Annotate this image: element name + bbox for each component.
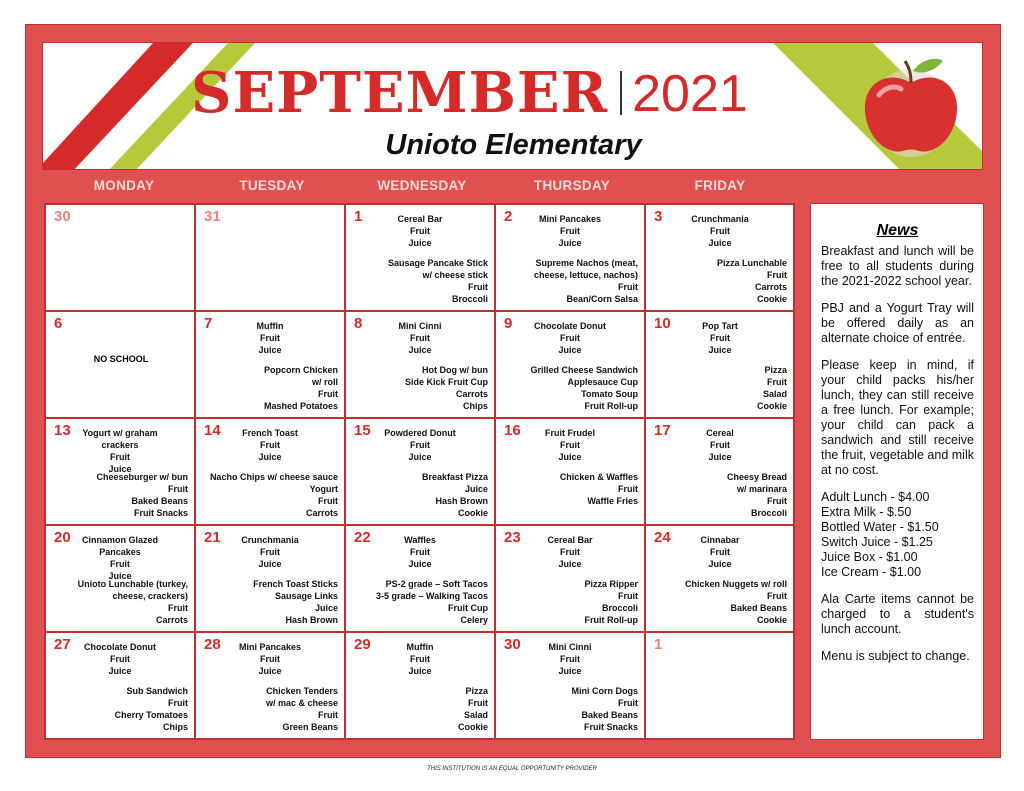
breakfast-item: Fruit Frudel <box>545 428 595 438</box>
breakfast-item: Fruit <box>410 654 430 664</box>
lunch-item: Fruit <box>318 496 338 506</box>
lunch-menu <box>650 257 787 305</box>
lunch-menu <box>50 471 188 519</box>
breakfast-menu <box>664 427 776 463</box>
breakfast-item: Juice <box>558 238 582 248</box>
breakfast-menu <box>64 427 176 475</box>
price-item: Adult Lunch - $4.00 <box>821 490 930 504</box>
day-cell <box>645 525 794 632</box>
breakfast-item: Fruit <box>260 547 280 557</box>
breakfast-item: Fruit <box>110 452 130 462</box>
lunch-item: Cookie <box>756 401 787 411</box>
breakfast-item: Fruit <box>710 333 730 343</box>
news-panel <box>810 203 984 740</box>
price-item: Switch Juice - $1.25 <box>821 535 933 549</box>
title <box>191 60 831 126</box>
day-number: 1 <box>654 636 663 653</box>
lunch-menu <box>200 578 338 626</box>
breakfast-item: Juice <box>558 345 582 355</box>
day-number: 7 <box>204 315 213 332</box>
lunch-item: Pizza Ripper <box>584 579 638 589</box>
day-cell <box>45 632 195 739</box>
lunch-item: w/ marinara <box>736 484 787 494</box>
breakfast-item: Crunchmania <box>241 535 299 545</box>
breakfast-menu <box>664 213 776 249</box>
breakfast-item: French Toast <box>242 428 298 438</box>
lunch-menu <box>350 257 488 305</box>
lunch-item: Carrots <box>155 615 188 625</box>
breakfast-item: Mini Cinni <box>548 642 592 652</box>
lunch-item: Fruit <box>767 377 787 387</box>
breakfast-item: Muffin <box>256 321 284 331</box>
day-number: 8 <box>354 315 363 332</box>
day-number: 10 <box>654 315 671 332</box>
day-cell <box>345 632 495 739</box>
lunch-item: Fruit <box>168 484 188 494</box>
lunch-menu <box>200 471 338 519</box>
lunch-item: Hot Dog w/ bun <box>422 365 488 375</box>
day-number: 6 <box>54 315 63 332</box>
day-number: 20 <box>54 529 71 546</box>
title-divider <box>620 71 622 115</box>
lunch-item: Pizza Lunchable <box>716 258 787 268</box>
weekday-friday: FRIDAY <box>694 178 746 193</box>
price-item: Ice Cream - $1.00 <box>821 565 922 579</box>
breakfast-menu <box>664 534 776 570</box>
breakfast-menu <box>514 427 626 463</box>
lunch-item: Baked Beans <box>730 603 787 613</box>
day-number: 2 <box>504 208 513 225</box>
lunch-item: Bean/Corn Salsa <box>566 294 638 304</box>
breakfast-menu <box>514 534 626 570</box>
breakfast-menu <box>514 320 626 356</box>
breakfast-item: Yogurt w/ graham crackers <box>82 428 158 450</box>
breakfast-item: Fruit <box>560 440 580 450</box>
lunch-item: Fruit <box>168 603 188 613</box>
breakfast-item: Juice <box>408 238 432 248</box>
day-number: 17 <box>654 422 671 439</box>
day-number: 14 <box>204 422 221 439</box>
breakfast-menu <box>364 320 476 356</box>
news-paragraph: Menu is subject to change. <box>821 649 970 663</box>
lunch-item: Baked Beans <box>581 710 638 720</box>
breakfast-item: Juice <box>108 464 132 474</box>
lunch-item: Breakfast Pizza <box>421 472 488 482</box>
lunch-item: Broccoli <box>451 294 488 304</box>
day-number: 23 <box>504 529 521 546</box>
day-number: 30 <box>504 636 521 653</box>
lunch-item: Fruit <box>618 698 638 708</box>
day-cell <box>645 204 794 311</box>
breakfast-menu <box>214 534 326 570</box>
lunch-item: Fruit <box>468 698 488 708</box>
lunch-menu <box>500 685 638 733</box>
lunch-item: cheese, crackers) <box>112 591 188 601</box>
lunch-item: Nacho Chips w/ cheese sauce <box>209 472 338 482</box>
breakfast-item: Juice <box>408 666 432 676</box>
day-cell <box>195 632 345 739</box>
lunch-item: Broccoli <box>601 603 638 613</box>
lunch-item: Cookie <box>756 294 787 304</box>
breakfast-item: Fruit <box>410 333 430 343</box>
breakfast-item: Fruit <box>260 440 280 450</box>
day-number: 28 <box>204 636 221 653</box>
breakfast-menu <box>64 534 176 582</box>
price-item: Extra Milk - $.50 <box>821 505 912 519</box>
breakfast-menu <box>214 320 326 356</box>
breakfast-item: Mini Cinni <box>398 321 442 331</box>
breakfast-item: Fruit <box>260 654 280 664</box>
lunch-item: Popcorn Chicken <box>263 365 338 375</box>
breakfast-item: Fruit <box>110 559 130 569</box>
breakfast-item: Juice <box>258 666 282 676</box>
day-cell <box>195 204 345 311</box>
weekday-header-row <box>45 178 795 198</box>
lunch-item: Sausage Pancake Stick <box>387 258 488 268</box>
lunch-item: 3-5 grade – Walking Tacos <box>375 591 488 601</box>
lunch-item: Chicken Tenders <box>266 686 338 696</box>
breakfast-item: Juice <box>408 345 432 355</box>
lunch-item: Chicken & Waffles <box>559 472 638 482</box>
lunch-item: Cheesy Bread <box>726 472 787 482</box>
breakfast-item: Fruit <box>260 333 280 343</box>
lunch-item: Chips <box>162 722 188 732</box>
breakfast-menu <box>514 213 626 249</box>
lunch-item: Fruit <box>767 496 787 506</box>
day-cell <box>495 418 645 525</box>
day-number: 13 <box>54 422 71 439</box>
lunch-menu <box>500 364 638 412</box>
lunch-item: Sausage Links <box>274 591 338 601</box>
lunch-item: w/ roll <box>311 377 338 387</box>
day-cell <box>345 418 495 525</box>
price-list <box>821 490 974 580</box>
lunch-item: Juice <box>464 484 488 494</box>
breakfast-item: Waffles <box>404 535 436 545</box>
day-cell <box>195 311 345 418</box>
lunch-item: Fruit <box>618 282 638 292</box>
day-number: 22 <box>354 529 371 546</box>
lunch-item: Fruit <box>618 484 638 494</box>
weekday-wednesday: WEDNESDAY <box>377 178 467 193</box>
lunch-item: Fruit Cup <box>448 603 488 613</box>
breakfast-item: Juice <box>408 452 432 462</box>
news-title: News <box>876 222 919 239</box>
breakfast-item: Cereal Bar <box>547 535 593 545</box>
day-cell <box>495 632 645 739</box>
lunch-item: cheese, lettuce, nachos) <box>533 270 638 280</box>
day-cell <box>195 418 345 525</box>
lunch-item: Cheeseburger w/ bun <box>96 472 188 482</box>
breakfast-item: Juice <box>708 238 732 248</box>
lunch-item: Yogurt <box>309 484 338 494</box>
lunch-menu <box>350 578 488 626</box>
lunch-menu <box>500 257 638 305</box>
footer-note: THIS INSTITUTION IS AN EQUAL OPPORTUNITY PROVIDER <box>427 766 597 772</box>
breakfast-item: Mini Pancakes <box>238 642 302 652</box>
lunch-item: Cherry Tomatoes <box>114 710 188 720</box>
lunch-item: Fruit Snacks <box>133 508 188 518</box>
breakfast-item: Pop Tart <box>702 321 738 331</box>
lunch-menu <box>650 364 787 412</box>
day-number: 21 <box>204 529 221 546</box>
breakfast-item: Fruit <box>710 440 730 450</box>
lunch-menu <box>350 685 488 733</box>
day-number: 24 <box>654 529 671 546</box>
day-cell <box>195 525 345 632</box>
day-cell <box>45 311 195 418</box>
lunch-item: French Toast Sticks <box>253 579 338 589</box>
lunch-item: Baked Beans <box>131 496 188 506</box>
lunch-menu <box>500 578 638 626</box>
lunch-item: Applesauce Cup <box>567 377 638 387</box>
lunch-menu <box>350 471 488 519</box>
lunch-menu <box>650 578 787 626</box>
lunch-item: Chicken Nuggets w/ roll <box>684 579 787 589</box>
breakfast-item: Fruit <box>560 333 580 343</box>
month-title: SEPTEMBER <box>191 60 609 126</box>
breakfast-item: Fruit <box>560 547 580 557</box>
breakfast-item: Juice <box>558 452 582 462</box>
day-number: 3 <box>654 208 663 225</box>
lunch-item: PS-2 grade – Soft Tacos <box>385 579 488 589</box>
news-paragraph: PBJ and a Yogurt Tray will be offered daily as an alternate choice of entrée. <box>821 301 974 345</box>
breakfast-item: Fruit <box>710 547 730 557</box>
lunch-item: Pizza <box>764 365 787 375</box>
lunch-item: Cookie <box>457 722 488 732</box>
calendar-header <box>42 42 983 170</box>
breakfast-item: Fruit <box>410 226 430 236</box>
breakfast-menu <box>664 320 776 356</box>
lunch-menu <box>50 685 188 733</box>
breakfast-item: Mini Pancakes <box>538 214 602 224</box>
breakfast-item: Chocolate Donut <box>84 642 156 652</box>
lunch-item: Side Kick Fruit Cup <box>404 377 488 387</box>
day-cell <box>45 525 195 632</box>
breakfast-item: Fruit <box>560 654 580 664</box>
lunch-item: Sub Sandwich <box>126 686 188 696</box>
day-number: 9 <box>504 315 513 332</box>
lunch-item: Cookie <box>457 508 488 518</box>
lunch-item: Fruit Roll-up <box>584 615 638 625</box>
lunch-item: Mashed Potatoes <box>263 401 338 411</box>
news-paragraph: Breakfast and lunch will be free to all students during the 2021-2022 school year. <box>821 244 974 288</box>
lunch-item: Hash Brown <box>285 615 338 625</box>
lunch-item: Carrots <box>305 508 338 518</box>
breakfast-menu <box>214 641 326 677</box>
day-cell <box>645 418 794 525</box>
breakfast-item: Fruit <box>110 654 130 664</box>
lunch-item: Salad <box>762 389 787 399</box>
lunch-menu <box>50 578 188 626</box>
lunch-menu <box>350 364 488 412</box>
breakfast-item: Juice <box>558 666 582 676</box>
lunch-item: Fruit <box>318 710 338 720</box>
breakfast-item: Juice <box>708 452 732 462</box>
breakfast-item: Cereal Bar <box>397 214 443 224</box>
breakfast-item: Crunchmania <box>691 214 749 224</box>
lunch-item: Carrots <box>754 282 787 292</box>
breakfast-menu <box>364 213 476 249</box>
lunch-item: w/ cheese stick <box>422 270 488 280</box>
breakfast-item: Juice <box>258 345 282 355</box>
breakfast-item: Juice <box>108 666 132 676</box>
year-title: 2021 <box>632 65 748 123</box>
lunch-menu <box>200 685 338 733</box>
lunch-item: Grilled Cheese Sandwich <box>530 365 638 375</box>
breakfast-menu <box>364 534 476 570</box>
lunch-item: Fruit <box>767 270 787 280</box>
lunch-item: Mini Corn Dogs <box>571 686 638 696</box>
breakfast-menu <box>64 641 176 677</box>
lunch-menu <box>500 471 638 507</box>
no-school-note: NO SCHOOL <box>93 354 149 364</box>
lunch-item: Carrots <box>455 389 488 399</box>
lunch-item: Green Beans <box>282 722 338 732</box>
breakfast-item: Juice <box>408 559 432 569</box>
lunch-item: Celery <box>460 615 488 625</box>
lunch-item: Fruit <box>468 282 488 292</box>
breakfast-item: Juice <box>708 345 732 355</box>
lunch-item: Fruit <box>318 389 338 399</box>
weekday-monday: MONDAY <box>93 178 155 193</box>
day-cell <box>45 418 195 525</box>
day-cell <box>345 525 495 632</box>
breakfast-menu <box>364 641 476 677</box>
lunch-item: Fruit <box>168 698 188 708</box>
breakfast-item: Chocolate Donut <box>534 321 606 331</box>
weekday-thursday: THURSDAY <box>533 178 611 193</box>
lunch-item: Supreme Nachos (meat, <box>535 258 638 268</box>
day-cell <box>345 311 495 418</box>
day-number: 1 <box>354 208 363 225</box>
lunch-item: Waffle Fries <box>587 496 638 506</box>
breakfast-item: Juice <box>258 452 282 462</box>
lunch-item: Hash Brown <box>435 496 488 506</box>
day-cell <box>495 311 645 418</box>
day-number: 31 <box>204 208 221 225</box>
breakfast-item: Fruit <box>410 440 430 450</box>
lunch-item: Unioto Lunchable (turkey, <box>77 579 188 589</box>
day-number: 16 <box>504 422 521 439</box>
lunch-item: Tomato Soup <box>581 389 638 399</box>
breakfast-item: Cereal <box>706 428 734 438</box>
price-item: Bottled Water - $1.50 <box>821 520 939 534</box>
lunch-item: Pizza <box>465 686 488 696</box>
day-number: 29 <box>354 636 371 653</box>
breakfast-item: Juice <box>558 559 582 569</box>
lunch-item: Fruit <box>767 591 787 601</box>
breakfast-menu <box>514 641 626 677</box>
day-cell <box>345 204 495 311</box>
day-cell <box>645 311 794 418</box>
day-number: 15 <box>354 422 371 439</box>
lunch-item: Salad <box>463 710 488 720</box>
lunch-menu <box>200 364 338 412</box>
day-cell <box>495 204 645 311</box>
breakfast-item: Fruit <box>410 547 430 557</box>
day-number: 30 <box>54 208 71 225</box>
lunch-item: Chips <box>462 401 488 411</box>
lunch-item: Juice <box>314 603 338 613</box>
breakfast-menu <box>214 427 326 463</box>
lunch-item: Broccoli <box>750 508 787 518</box>
lunch-item: Cookie <box>756 615 787 625</box>
breakfast-item: Juice <box>258 559 282 569</box>
breakfast-item: Muffin <box>406 642 434 652</box>
school-name: Unioto Elementary <box>385 129 642 161</box>
lunch-item: Fruit <box>618 591 638 601</box>
day-cell <box>645 632 794 739</box>
lunch-menu <box>650 471 787 519</box>
day-cell <box>45 204 195 311</box>
day-number: 27 <box>54 636 71 653</box>
breakfast-item: Powdered Donut <box>384 428 456 438</box>
weekday-tuesday: TUESDAY <box>239 178 305 193</box>
breakfast-item: Cinnabar <box>700 535 740 545</box>
breakfast-item: Cinnamon Glazed Pancakes <box>81 535 158 557</box>
lunch-item: Fruit Roll-up <box>584 401 638 411</box>
breakfast-menu <box>364 427 476 463</box>
breakfast-item: Juice <box>708 559 732 569</box>
breakfast-item: Juice <box>108 571 132 581</box>
price-item: Juice Box - $1.00 <box>821 550 918 564</box>
breakfast-item: Fruit <box>560 226 580 236</box>
lunch-item: Fruit Snacks <box>583 722 638 732</box>
day-cell <box>495 525 645 632</box>
news-paragraph: Please keep in mind, if your child packs his/her lunch, they can still receive a free lunch. For example; your child can pack a sandwich and still receive the fruit, vegetable and milk at no cost. <box>821 358 974 477</box>
lunch-item: w/ mac & cheese <box>265 698 338 708</box>
breakfast-item: Fruit <box>710 226 730 236</box>
news-paragraph: Ala Carte items cannot be charged to a student's lunch account. <box>821 592 974 636</box>
menu-grid <box>44 203 795 740</box>
